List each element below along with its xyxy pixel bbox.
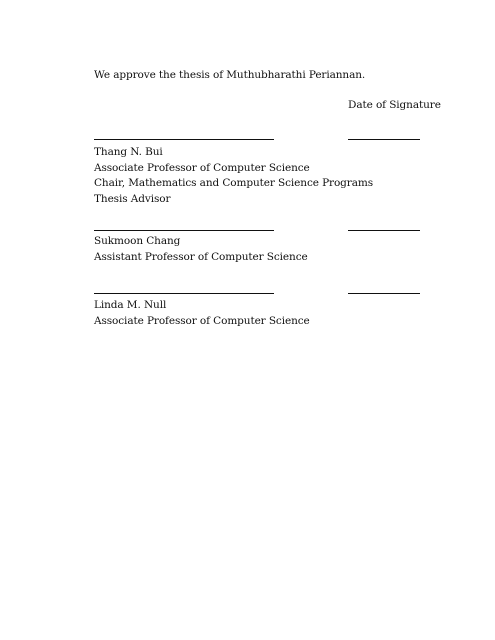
- signatory-title: Assistant Professor of Computer Science: [94, 250, 308, 263]
- signatory-name: Thang N. Bui: [94, 146, 163, 158]
- signatory-name: Linda M. Null: [94, 299, 167, 311]
- signatory-name: Sukmoon Chang: [94, 235, 181, 247]
- date-line-2: [348, 230, 420, 231]
- signatory-block-2: [94, 234, 308, 265]
- signatory-title: Chair, Mathematics and Computer Science Programs: [94, 177, 374, 189]
- signatory-title: Associate Professor of Computer Science: [94, 161, 310, 174]
- signature-line-1: [94, 139, 274, 140]
- date-of-signature-label: Date of Signature: [348, 99, 441, 111]
- signatory-title: Associate Professor of Computer Science: [94, 314, 310, 327]
- signatory-block-1: [94, 145, 373, 207]
- date-line-3: [348, 293, 420, 294]
- approval-statement: We approve the thesis of Muthubharathi Periannan.: [94, 69, 366, 81]
- signature-line-3: [94, 293, 274, 294]
- date-line-1: [348, 139, 420, 140]
- signatory-title: Thesis Advisor: [94, 192, 171, 205]
- signatory-block-3: [94, 298, 310, 329]
- signature-line-2: [94, 230, 274, 231]
